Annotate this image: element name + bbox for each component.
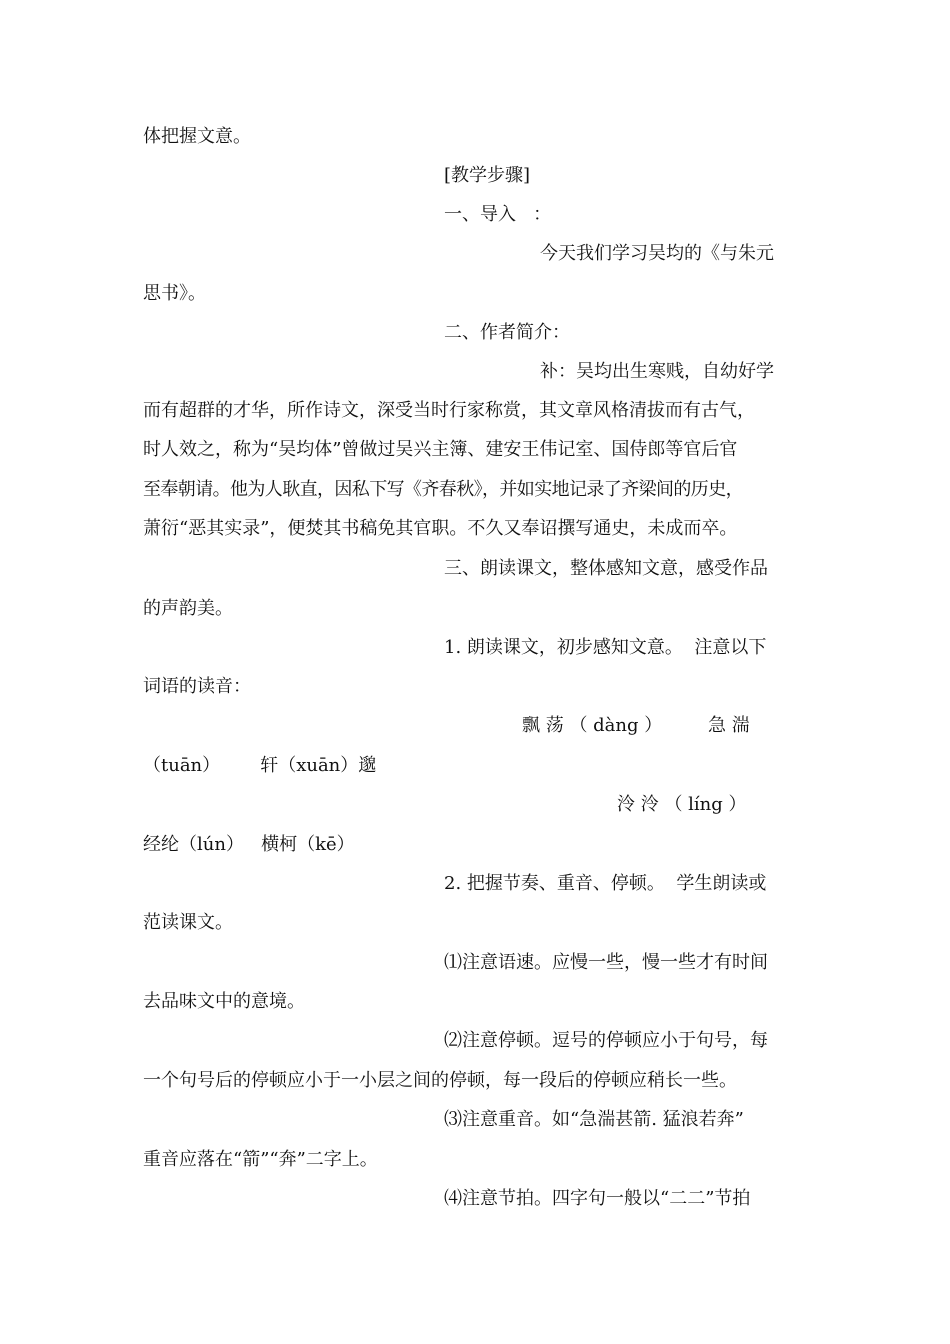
pronunciation-line: 经纶（lún） 横柯（kē） [143, 834, 355, 855]
text-line: 至奉朝请。他为人耿直，因私下写《齐春秋》，并如实地记录了齐梁间的历史， [143, 479, 743, 500]
text-line: 一个句号后的停顿应小于一小层之间的停顿，每一段后的停顿应稍长一些。 [143, 1070, 737, 1091]
text-line: ⑷注意节拍。四字句一般以“二二”节拍 [444, 1188, 751, 1209]
text-line: 体把握文意。 [143, 126, 251, 147]
text-line: 的声韵美。 [143, 598, 233, 619]
text-line: 1. 朗读课文，初步感知文意。 注意以下 [444, 637, 767, 658]
text-line: ⑴注意语速。应慢一些，慢一些才有时间 [444, 952, 768, 973]
text-line: 词语的读音： [143, 676, 251, 697]
text-line: 范读课文。 [143, 912, 233, 933]
text-line: ⑶注意重音。如“急湍甚箭. 猛浪若奔” [444, 1109, 744, 1130]
section-heading: [教学步骤] [444, 165, 531, 186]
section-heading: 一、导入 ： [444, 204, 552, 225]
pronunciation-line: 飘 荡 （ dàng ） 急 湍 [522, 715, 750, 736]
text-line: ⑵注意停顿。逗号的停顿应小于句号，每 [444, 1030, 768, 1051]
text-line: 2. 把握节奏、重音、停顿。 学生朗读或 [444, 873, 767, 894]
text-line: 补：吴均出生寒贱，自幼好学 [540, 361, 774, 382]
text-line: 重音应落在“箭”“奔”二字上。 [143, 1149, 378, 1170]
text-line: 今天我们学习吴均的《与朱元 [540, 243, 774, 264]
section-heading: 二、作者简介： [444, 322, 570, 343]
pronunciation-line: （tuān） 轩（xuān）邈 [143, 755, 377, 776]
text-line: 时人效之，称为“吴均体”曾做过吴兴主簿、建安王伟记室、国侍郎等官后官 [143, 439, 738, 460]
text-line: 去品味文中的意境。 [143, 991, 305, 1012]
section-heading: 三、朗读课文，整体感知文意，感受作品 [444, 558, 768, 579]
text-line: 萧衍“恶其实录”，便焚其书稿免其官职。不久又奉诏撰写通史，未成而卒。 [143, 518, 738, 539]
text-line: 思书》。 [143, 283, 206, 304]
text-line: 而有超群的才华，所作诗文，深受当时行家称赏，其文章风格清拔而有古气， [143, 400, 755, 421]
pronunciation-line: 泠 泠 （ líng ） [617, 794, 747, 815]
